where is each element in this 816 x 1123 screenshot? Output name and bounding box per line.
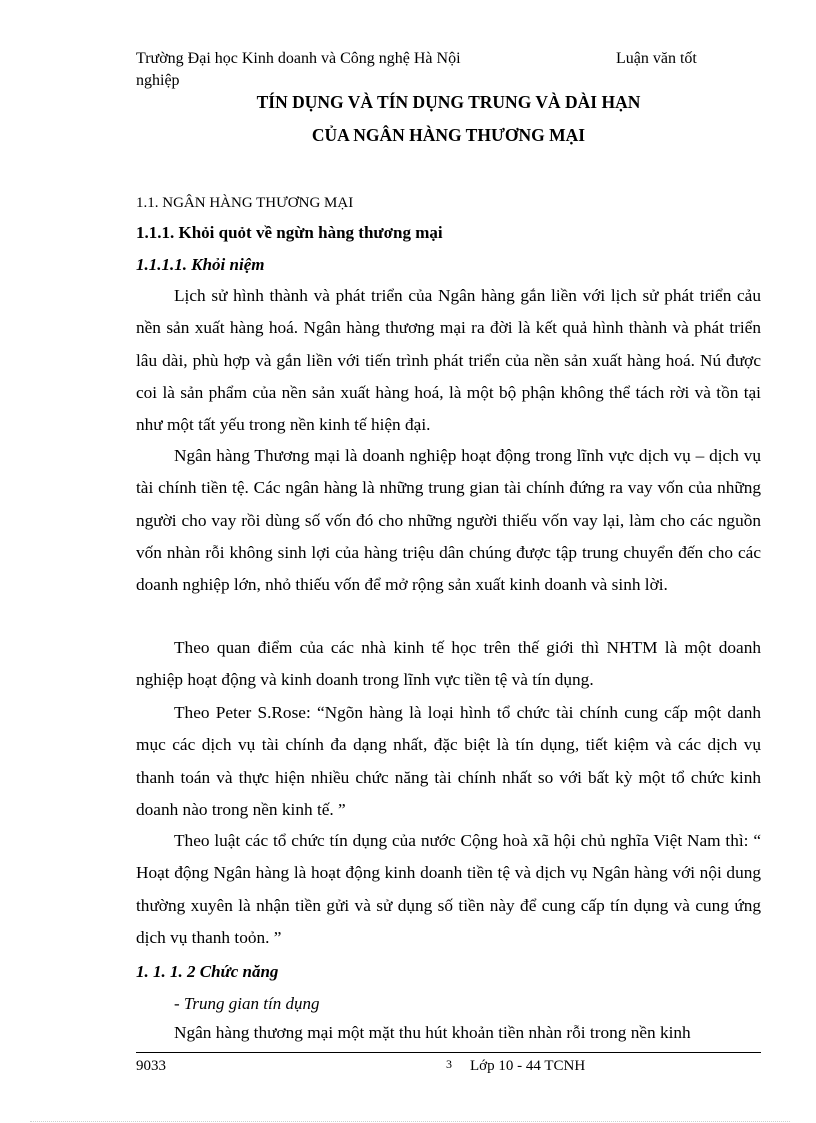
paragraph-definition: Ngân hàng Thương mại là doanh nghiệp hoạt động trong lĩnh vực dịch vụ – dịch vụ tài chính tiền tệ. Các ngân hàng là những trung gian tài chính đứng ra vay vốn của những người cho vay rồi dùng số vốn đó cho những người thiếu vốn vay lại, làm cho các nguồn vốn nhàn rỗi không sinh lợi của hàng triệu dân chúng được tập trung chuyển đến cho các doanh nghiệp lớn, nhỏ thiếu vốn để mở rộng sản xuất kinh doanh và sinh lời. — [136, 446, 761, 595]
header-doc-type: Luận văn tốt — [616, 50, 697, 67]
paragraph-credit-law: Theo luật các tổ chức tín dụng của nước Cộng hoà xã hội chủ nghĩa Việt Nam thì: “ Hoạt động Ngân hàng là hoạt động kinh doanh tiền tệ và dịch vụ Ngân hàng với nội dung thường xuyên là nhận tiền gửi và sử dụng số tiền này để cung cấp tín dụng và cung ứng dịch vụ thanh toỏn. ” — [136, 831, 761, 947]
footer-rule — [136, 1052, 761, 1053]
paragraph-history: Lịch sử hình thành và phát triển của Ngân hàng gắn liền với lịch sử phát triển cảu nền sản xuất hàng hoá. Ngân hàng thương mại ra đời là kết quả hình thành và phát triển lâu dài, phù hợp và gắn liền với tiến trình phát triển của nền sản xuất hàng hoá. Nú được coi là sản phẩm của nền sản xuất hàng hoá, là một bộ phận không thể tách rời và tồn tại như một tất yếu trong nền kinh tế hiện đại. — [136, 286, 761, 435]
paragraph-peter-rose: Theo Peter S.Rose: “Ngõn hàng là loại hình tổ chức tài chính cung cấp một danh mục các dịch vụ tài chính đa dạng nhất, đặc biệt là tín dụng, tiết kiệm và các dịch vụ thanh toán và thực hiện nhiều chức năng tài chính nhất so với bất kỳ một tổ chức kinh doanh nào trong nền kinh tế. ” — [136, 703, 761, 819]
paragraph-economists-view: Theo quan điểm của các nhà kinh tế học trên thế giới thì NHTM là một doanh nghiệp hoạt động và kinh doanh trong lĩnh vực tiền tệ và tín dụng. — [136, 638, 761, 690]
footer-class: Lớp 10 - 44 TCNH — [470, 1058, 586, 1074]
functions-heading: 1. 1. 1. 2 Chức năng — [136, 962, 279, 981]
concept-heading: 1.1.1.1. Khỏi niệm — [136, 255, 265, 274]
credit-intermediary-bullet: - Trung gian tín dụng — [174, 994, 320, 1013]
title-line-1: TÍN DỤNG VÀ TÍN DỤNG TRUNG VÀ DÀI HẠN — [256, 92, 641, 112]
footer-doc-id: 9033 — [136, 1058, 166, 1074]
header-doc-type-continuation: nghiệp — [136, 72, 180, 89]
header-school-name: Trường Đại học Kinh doanh và Công nghệ Hà Nội — [136, 50, 461, 67]
paragraph-intermediary: Ngân hàng thương mại một mặt thu hút khoản tiền nhàn rỗi trong nền kinh — [174, 1023, 691, 1042]
page-header — [136, 48, 761, 92]
footer-page-number: 3 — [446, 1057, 452, 1071]
subsection-heading: 1.1.1. Khỏi quỏt về ngừn hàng thương mại — [136, 223, 443, 242]
title-line-2: CỦA NGÂN HÀNG THƯƠNG MẠI — [311, 125, 586, 145]
page-bottom-edge — [30, 1121, 790, 1122]
section-heading: 1.1. NGÂN HÀNG THƯƠNG MẠI — [136, 195, 354, 211]
